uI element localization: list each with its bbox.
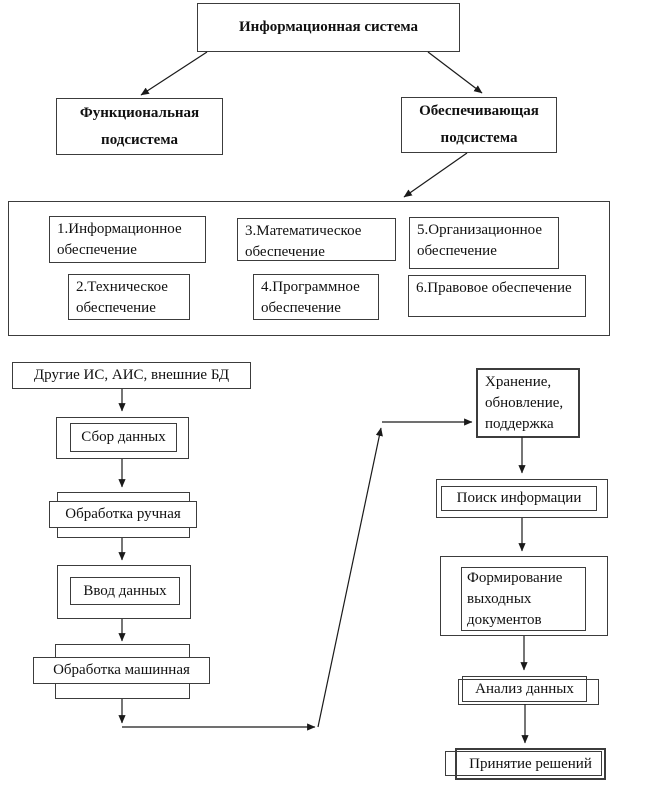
flow-node-data-entry-label: Ввод данных (83, 582, 167, 599)
connector-root-to-functional (141, 52, 207, 95)
flow-node-decision-making (445, 748, 606, 780)
support-item-technical-label: 2.Техническое обеспечение (76, 279, 168, 316)
flow-node-decision-making-label: Принятие решений (469, 755, 592, 772)
flow-node-output-documents (440, 556, 608, 636)
node-information-system-label: Информационная система (239, 19, 418, 35)
flow-node-storage (476, 368, 580, 438)
flow-node-information-search-inner (441, 486, 597, 511)
flow-node-data-entry (57, 565, 191, 619)
node-functional-subsystem-label: Функциональная подсистема (79, 104, 200, 148)
flow-node-data-collection (56, 417, 189, 459)
support-item-legal (408, 275, 586, 317)
support-item-software (253, 274, 379, 320)
node-functional-subsystem (56, 98, 223, 155)
flow-node-output-documents-inner (461, 567, 586, 631)
flow-node-data-collection-inner (70, 423, 177, 452)
connector-root-to-providing (428, 52, 482, 93)
decision-making-back-box (445, 751, 602, 776)
support-item-mathematical (237, 218, 396, 261)
flow-node-manual-processing (49, 492, 205, 538)
flow-node-manual-processing-label: Обработка ручная (65, 506, 181, 522)
flow-node-information-search (436, 479, 608, 518)
data-analysis-back-box (458, 679, 599, 705)
support-item-legal-label: 6.Правовое обеспечение (416, 280, 572, 296)
node-providing-subsystem-label: Обеспечивающая подсистема (419, 103, 539, 146)
support-item-software-label: 4.Программное обеспечение (261, 279, 360, 316)
support-item-technical (68, 274, 190, 320)
flow-node-storage-label: Хранение, обновление, поддержка (485, 374, 564, 432)
flow-node-external-sources (12, 362, 251, 389)
flow-node-output-documents-label: Формирование выходных документов (467, 570, 563, 628)
connector-diagonal-up (318, 428, 381, 727)
flow-node-machine-processing-label: Обработка машинная (53, 662, 190, 678)
support-item-organizational-label: 5.Организационное обеспечение (417, 222, 542, 259)
flow-node-data-analysis (458, 676, 599, 705)
flow-node-external-sources-label: Другие ИС, АИС, внешние БД (33, 367, 230, 383)
machine-processing-front-box (33, 657, 210, 684)
support-item-information (49, 216, 206, 263)
support-item-information-label: 1.Информационное обеспечение (57, 221, 182, 258)
flow-node-data-collection-label: Сбор данных (81, 429, 166, 445)
support-item-organizational (409, 217, 559, 269)
node-information-system (197, 3, 460, 52)
connector-providing-to-support (404, 153, 467, 197)
flow-node-data-analysis-label: Анализ данных (475, 680, 574, 697)
flow-node-machine-processing (33, 644, 210, 699)
node-providing-subsystem (401, 97, 557, 153)
flow-node-data-entry-inner (70, 577, 180, 605)
support-item-mathematical-label: 3.Математическое обеспечение (245, 223, 362, 260)
flow-node-information-search-label: Поиск информации (456, 490, 582, 506)
manual-processing-front-box (49, 501, 197, 528)
